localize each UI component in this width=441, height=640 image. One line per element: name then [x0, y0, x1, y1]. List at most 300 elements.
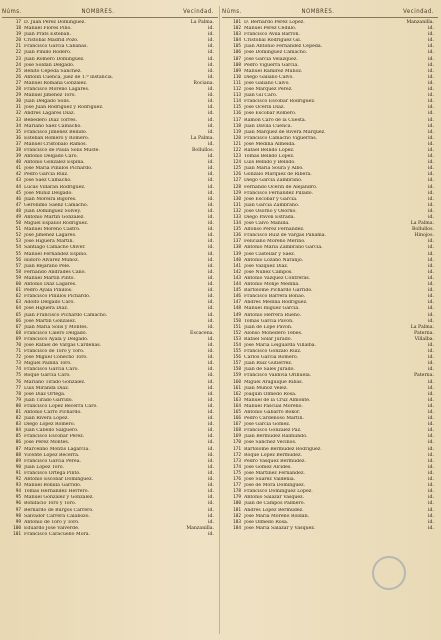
entry-name: Francisco García Perea. — [24, 458, 81, 464]
entry-name: Miguel Padilla Toro. — [24, 361, 72, 367]
entry-vecindad: id. — [428, 245, 434, 251]
entry-vecindad: id. — [208, 434, 214, 440]
entry-vecindad: id. — [428, 123, 434, 129]
entry-name: Rafael Solar Jurado. — [244, 336, 292, 342]
entry-vecindad: La Palma. — [190, 135, 214, 141]
entry-vecindad: id. — [428, 105, 434, 111]
entry-vecindad: id. — [208, 245, 214, 251]
entry-name: Francisco Avila Barron. — [244, 32, 300, 38]
entry-number: 92 — [15, 477, 21, 483]
entry-name: Juan López Toro. — [24, 464, 64, 470]
entry-vecindad: id. — [428, 251, 434, 257]
entry-name: Antonio Herrera Rueno. — [244, 312, 302, 318]
entry-number: 145 — [233, 288, 241, 294]
entry-name: Francisco González Paz. — [244, 428, 302, 434]
entry-vecindad: id. — [208, 251, 214, 257]
entry-vecindad: Bollullos. — [411, 227, 434, 233]
entry-number: 77 — [15, 385, 21, 391]
entry-number: 97 — [15, 507, 21, 513]
entry-name: José Martin González. — [24, 318, 77, 324]
entry-number: 113 — [233, 93, 241, 99]
entry-vecindad: id. — [428, 349, 434, 355]
entry-number: 19 — [15, 32, 21, 38]
entry-vecindad: id. — [208, 166, 214, 172]
entry-vecindad: id. — [208, 416, 214, 422]
entry-number: 119 — [233, 129, 241, 135]
entry-number: 121 — [233, 141, 241, 147]
left-list — [2, 20, 218, 538]
entry-vecindad: id. — [428, 385, 434, 391]
entry-number: 81 — [15, 410, 21, 415]
entry-name: D. Bernardo Perez Lopez. — [244, 20, 305, 25]
entry-number: 37 — [15, 141, 21, 147]
entry-vecindad: id. — [208, 324, 214, 330]
entry-name: Antonio Gabarro Bokor. — [244, 410, 301, 415]
entry-vecindad: id. — [208, 190, 214, 196]
entry-number: 50 — [15, 221, 21, 227]
entry-number: 148 — [233, 306, 241, 312]
entry-name: José Nuñez Campos. — [244, 269, 293, 275]
entry-number: 61 — [15, 288, 21, 294]
list-item — [2, 532, 218, 538]
entry-vecindad: id. — [428, 525, 434, 531]
entry-number: 168 — [233, 428, 241, 434]
entry-vecindad: id. — [208, 403, 214, 409]
entry-vecindad: id. — [208, 87, 214, 93]
entry-name: Antonio Delgado Caro. — [24, 154, 78, 160]
entry-vecindad: id. — [428, 74, 434, 80]
entry-number: 174 — [233, 464, 241, 470]
entry-number: 112 — [233, 87, 241, 93]
entry-vecindad: id. — [208, 349, 214, 355]
entry-number: 18 — [15, 26, 21, 32]
entry-vecindad: id. — [428, 160, 434, 166]
entry-vecindad: id. — [428, 275, 434, 281]
entry-vecindad: id. — [428, 306, 434, 312]
entry-number: 71 — [15, 349, 21, 355]
entry-name: Salvador Carrera Calabozo. — [24, 513, 90, 519]
entry-number: 20 — [15, 38, 21, 44]
entry-name: José Dominguez Camacho. — [244, 50, 308, 56]
entry-name: José Higuera Diaz. — [24, 306, 69, 312]
entry-vecindad: id. — [428, 178, 434, 184]
entry-number: 87 — [15, 446, 21, 452]
entry-vecindad: id. — [208, 269, 214, 275]
entry-number: 99 — [15, 519, 21, 525]
entry-vecindad: id. — [208, 385, 214, 391]
entry-name: Antonio Diaz Lagares. — [24, 282, 77, 288]
entry-name: Juan Cabello Salguero. — [24, 428, 79, 434]
entry-number: 72 — [15, 355, 21, 361]
left-column-header — [2, 6, 218, 18]
entry-vecindad: id. — [208, 62, 214, 68]
entry-number: 108 — [233, 62, 241, 68]
entry-name: Tomás Bellido López. — [244, 154, 295, 160]
entry-number: 55 — [15, 251, 21, 257]
entry-number: 137 — [233, 239, 241, 245]
entry-name: Cárlos García Romero. — [244, 355, 299, 361]
entry-vecindad: id. — [428, 257, 434, 263]
entry-vecindad: id. — [208, 410, 214, 415]
entry-name: José Saez Camacho. — [24, 178, 72, 184]
entry-name: Bartolomé Bermudez Rodriguez. — [244, 446, 322, 452]
entry-name: Fernando Ocerin de Alejandro. — [244, 184, 318, 190]
entry-vecindad: id. — [428, 111, 434, 117]
entry-name: José María Leiguarda Villalba. — [244, 342, 317, 348]
entry-number: 155 — [233, 349, 241, 355]
entry-number: 179 — [233, 495, 241, 501]
entry-vecindad: id. — [428, 422, 434, 428]
entry-name: José Suárez Valdenia. — [244, 477, 296, 483]
entry-vecindad: id. — [208, 440, 214, 446]
entry-vecindad: id. — [428, 428, 434, 434]
entry-number: 109 — [233, 68, 241, 74]
entry-vecindad: Manzanilla. — [406, 20, 434, 25]
entry-vecindad: id. — [208, 452, 214, 458]
entry-vecindad: id. — [428, 99, 434, 105]
entry-number: 123 — [233, 154, 241, 160]
entry-name: Manuel Fernández Espino. — [24, 251, 88, 257]
entry-number: 84 — [15, 428, 21, 434]
entry-number: 107 — [233, 56, 241, 62]
entry-name: Juan García Zambrano. — [244, 202, 300, 208]
entry-vecindad: id. — [208, 318, 214, 324]
entry-vecindad: id. — [428, 68, 434, 74]
entry-number: 138 — [233, 245, 241, 251]
entry-name: Manuel Pascual Moreno. — [244, 403, 303, 409]
entry-name: Manuel de la Cruz Almonte. — [244, 397, 311, 403]
entry-name: Pedro Cardenoso Martin. — [244, 416, 304, 422]
entry-name: José Muñiz Delgado. — [24, 190, 73, 196]
entry-vecindad: id. — [208, 379, 214, 385]
entry-number: 31 — [15, 105, 21, 111]
entry-number: 64 — [15, 306, 21, 312]
entry-name: Cristóbal Madrid Pozo. — [24, 38, 79, 44]
entry-vecindad: id. — [428, 154, 434, 160]
entry-number: 152 — [233, 330, 241, 336]
entry-vecindad: id. — [428, 446, 434, 452]
entry-vecindad: id. — [208, 172, 214, 178]
entry-number: 161 — [233, 385, 241, 391]
entry-number: 132 — [233, 208, 241, 214]
entry-number: 52 — [15, 233, 21, 239]
entry-name: Juan Francisco Pichardo Camacho. — [24, 312, 108, 318]
entry-number: 60 — [15, 282, 21, 288]
entry-name: Luis Miranda Diaz. — [24, 385, 70, 391]
entry-number: 58 — [15, 269, 21, 275]
entry-vecindad: id. — [428, 62, 434, 68]
entry-number: 165 — [233, 410, 241, 415]
entry-number: 79 — [15, 397, 21, 403]
left-column — [0, 6, 220, 634]
entry-name: José Martinez Fernandez. — [244, 470, 305, 476]
entry-number: 110 — [233, 74, 241, 80]
entry-vecindad: Paterna. — [414, 330, 434, 336]
entry-name: Pedro Vasquez Bermudez. — [244, 458, 306, 464]
entry-number: 139 — [233, 251, 241, 257]
entry-name: Alonso Moñedero Tebes. — [244, 330, 303, 336]
entry-name: Marcelino Montis Lagarcía. — [24, 446, 90, 452]
entry-name: Roque Lopez Bermudez. — [244, 452, 302, 458]
entry-name: Francisco Fernandez Pillado. — [244, 190, 314, 196]
entry-name: Francisco de Paula Solís Muste. — [24, 147, 100, 153]
entry-vecindad: id. — [428, 215, 434, 220]
entry-number: 47 — [15, 202, 21, 208]
entry-name: Francisco de Toro y Toro. — [24, 349, 85, 355]
entry-name: Mariano Saez Camacho. — [24, 123, 82, 129]
entry-vecindad: id. — [428, 489, 434, 495]
entry-number: 170 — [233, 440, 241, 446]
entry-vecindad: id. — [208, 501, 214, 507]
entry-name: Juan Antonio Fernandez Cepeda. — [244, 44, 323, 50]
entry-number: 141 — [233, 263, 241, 269]
entry-number: 164 — [233, 403, 241, 409]
entry-vecindad: id. — [428, 470, 434, 476]
entry-name: Francisco Camacho Viguerras. — [244, 135, 318, 141]
entry-number: 128 — [233, 184, 241, 190]
entry-vecindad: id. — [208, 233, 214, 239]
entry-name: José García Gomez. — [244, 422, 291, 428]
entry-number: 153 — [233, 336, 241, 342]
entry-number: 156 — [233, 355, 241, 361]
entry-name: José Higuera Martin. — [24, 239, 75, 245]
entry-vecindad: id. — [428, 410, 434, 415]
entry-vecindad: id. — [428, 452, 434, 458]
entry-name: Fernando Andrades Cano. — [24, 269, 86, 275]
entry-vecindad: id. — [208, 32, 214, 38]
entry-vecindad: id. — [428, 397, 434, 403]
entry-vecindad: id. — [428, 361, 434, 367]
entry-number: 21 — [15, 44, 21, 50]
entry-name: Manuel Martin Pinto. — [24, 275, 75, 281]
entry-name: Santiago Camacho Oliver. — [24, 245, 86, 251]
entry-number: 35 — [15, 129, 21, 135]
entry-name: Juan Dominguez Solvey. — [24, 208, 81, 214]
entry-name: Miguel Aragüique Ribas. — [244, 379, 304, 385]
entry-vecindad: id. — [428, 93, 434, 99]
entry-name: José Medina Almeida. — [244, 141, 296, 147]
entry-number: 93 — [15, 483, 21, 489]
entry-name: Cristóbal Rodriguez Gil. — [244, 38, 302, 44]
entry-name: Juan de Lope Pavon. — [244, 324, 293, 330]
entry-vecindad: id. — [428, 403, 434, 409]
entry-number: 122 — [233, 147, 241, 153]
entry-name: Francisco López Becerra Caro. — [24, 403, 98, 409]
entry-number: 54 — [15, 245, 21, 251]
entry-name: Pedro Viguerra García. — [244, 62, 299, 68]
entry-number: 169 — [233, 434, 241, 440]
entry-number: 159 — [233, 373, 241, 379]
entry-name: Antolin Cuenca, juez de 1.ª instancia. — [24, 74, 114, 80]
entry-number: 76 — [15, 379, 21, 385]
entry-name: José García Velazquez. — [244, 56, 298, 62]
entry-number: 178 — [233, 489, 241, 495]
entry-vecindad: id. — [208, 397, 214, 403]
entry-number: 33 — [15, 117, 21, 123]
entry-number: 26 — [15, 74, 21, 80]
entry-name: José Ocerin Diaz. — [244, 105, 285, 111]
entry-name: Joaquín Olmedo Rosa. — [244, 391, 297, 397]
entry-number: 27 — [15, 80, 21, 86]
entry-number: 176 — [233, 477, 241, 483]
entry-name: Juan Moreira Bigores. — [24, 196, 77, 202]
entry-name: Manuel Bonilla Garrido. — [24, 483, 82, 489]
entry-name: Antonio Vázquez Contreras. — [244, 275, 311, 281]
entry-number: 103 — [233, 32, 241, 38]
entry-vecindad: id. — [208, 227, 214, 233]
entry-number: 44 — [15, 184, 21, 190]
entry-name: Mariano Tirado González. — [24, 379, 86, 385]
entry-vecindad: id. — [428, 26, 434, 32]
entry-name: Antonio Monje Medina. — [244, 282, 300, 288]
entry-vecindad: id. — [428, 464, 434, 470]
entry-vecindad: id. — [208, 477, 214, 483]
entry-number: 22 — [15, 50, 21, 56]
entry-name: José María Moreno Roldan. — [244, 513, 310, 519]
entry-name: Diego García Zambrano. — [244, 178, 303, 184]
entry-vecindad: id. — [428, 38, 434, 44]
entry-number: 115 — [233, 105, 241, 111]
entry-vecindad: id. — [428, 440, 434, 446]
entry-number: 130 — [233, 196, 241, 202]
entry-number: 42 — [15, 172, 21, 178]
entry-vecindad: id. — [208, 458, 214, 464]
entry-number: 49 — [15, 215, 21, 220]
entry-number: 83 — [15, 422, 21, 428]
entry-vecindad: id. — [208, 50, 214, 56]
entry-name: D. Juan Perez Dominguez. — [24, 20, 86, 25]
entry-vecindad: id. — [208, 495, 214, 501]
entry-name: Pedro García Ruiz. — [24, 172, 69, 178]
entry-vecindad: id. — [428, 318, 434, 324]
entry-name: Antonio Escobar Dominguez. — [24, 477, 94, 483]
entry-name: Antonio Lozano Naranjo. — [244, 257, 304, 263]
entry-name: Juan María Soura y Albo. — [244, 166, 304, 172]
entry-number: 126 — [233, 172, 241, 178]
entry-name: José Olmedo Rosa. — [244, 519, 289, 525]
header-vecindad: Vecindad. — [183, 8, 214, 15]
entry-name: Feliciano Moreno Merino. — [244, 239, 306, 245]
entry-vecindad: id. — [208, 111, 214, 117]
entry-name: Manuel Moreno Castro. — [24, 227, 81, 233]
entry-vecindad: id. — [208, 446, 214, 452]
entry-number: 56 — [15, 257, 21, 263]
entry-vecindad: id. — [428, 312, 434, 318]
entry-vecindad: id. — [208, 507, 214, 513]
entry-number: 90 — [15, 464, 21, 470]
entry-vecindad: id. — [428, 355, 434, 361]
entry-number: 100 — [13, 525, 21, 531]
entry-number: 57 — [15, 263, 21, 269]
header-names: NOMBRES. — [81, 8, 115, 15]
entry-name: Francisco Ayala y Delgado. — [24, 336, 89, 342]
entry-number: 23 — [15, 56, 21, 62]
entry-vecindad: id. — [208, 294, 214, 300]
entry-number: 101 — [13, 531, 21, 537]
entry-vecindad: id. — [208, 470, 214, 476]
entry-number: 94 — [15, 489, 21, 495]
entry-name: Eduardo José Valverde. — [24, 525, 80, 531]
entry-name: Juan Prats Estéban. — [24, 32, 71, 38]
entry-number: 46 — [15, 196, 21, 202]
entry-name: Diego Pavon Estrada. — [244, 215, 296, 220]
entry-vecindad: id. — [208, 531, 214, 537]
header-numbers: Núms. — [222, 8, 242, 15]
entry-number: 158 — [233, 367, 241, 373]
list-item — [222, 526, 438, 532]
entry-vecindad: id. — [208, 282, 214, 288]
entry-name: José Escobar Romero. — [244, 111, 297, 117]
entry-vecindad: Manzanilla. — [186, 525, 214, 531]
entry-name: Juan Dávila Cuenca. — [244, 123, 292, 129]
entry-number: 180 — [233, 501, 241, 507]
entry-name: Roque García Caro. — [24, 373, 71, 379]
entry-vecindad: id. — [208, 483, 214, 489]
entry-number: 177 — [233, 483, 241, 489]
entry-name: José Soldan Delgado. — [24, 62, 75, 68]
entry-number: 101 — [233, 20, 241, 25]
entry-name: José Gómez Alcides. — [244, 464, 292, 470]
entry-number: 38 — [15, 147, 21, 153]
entry-vecindad: id. — [428, 477, 434, 483]
entry-name: Lúcas Villaran Rodriguez. — [24, 184, 86, 190]
entry-name: José de Mora Dominguez. — [244, 483, 306, 489]
entry-number: 95 — [15, 495, 21, 501]
entry-name: Miguel Espaliol Rodriguez. — [24, 221, 89, 227]
entry-vecindad: id. — [208, 489, 214, 495]
entry-vecindad: id. — [208, 336, 214, 342]
entry-vecindad: id. — [208, 422, 214, 428]
entry-name: José Calvo Manilla. — [244, 221, 290, 227]
entry-vecindad: id. — [428, 519, 434, 525]
entry-number: 78 — [15, 391, 21, 397]
entry-number: 116 — [233, 111, 241, 117]
entry-name: Francisco García Caro. — [24, 367, 79, 373]
entry-vecindad: Villalba. — [414, 336, 434, 342]
entry-vecindad: id. — [208, 355, 214, 361]
entry-number: 125 — [233, 166, 241, 172]
entry-number: 40 — [15, 160, 21, 166]
entry-name: Bartolomé Pichardo Garrido. — [244, 288, 313, 294]
entry-name: Gonzalo Márquez de Ribera. — [244, 172, 312, 178]
entry-vecindad: id. — [208, 99, 214, 105]
entry-number: 171 — [233, 446, 241, 452]
entry-number: 157 — [233, 361, 241, 367]
entry-number: 106 — [233, 50, 241, 56]
entry-number: 41 — [15, 166, 21, 172]
entry-number: 160 — [233, 379, 241, 385]
entry-number: 69 — [15, 336, 21, 342]
entry-name: José María Pinillos Pichardo. — [24, 166, 93, 172]
entry-vecindad: id. — [428, 239, 434, 245]
header-numbers: Núms. — [2, 8, 22, 15]
entry-vecindad: id. — [428, 208, 434, 214]
entry-vecindad: id. — [208, 123, 214, 129]
entry-name: Francisco Barrera Bonao. — [244, 294, 306, 300]
entry-number: 28 — [15, 87, 21, 93]
entry-vecindad: id. — [208, 263, 214, 269]
entry-name: Andrés Medina Rodriguez. — [244, 300, 308, 306]
entry-name: Juan Ruiz Gutierrez. — [244, 361, 293, 367]
entry-name: Andrés López Bermúdez. — [244, 507, 304, 513]
entry-vecindad: id. — [208, 93, 214, 99]
entry-vecindad: id. — [428, 87, 434, 93]
entry-vecindad: id. — [428, 501, 434, 507]
entry-vecindad: id. — [208, 239, 214, 245]
entry-number: 85 — [15, 434, 21, 440]
entry-vecindad: id. — [428, 196, 434, 202]
entry-number: 146 — [233, 294, 241, 300]
